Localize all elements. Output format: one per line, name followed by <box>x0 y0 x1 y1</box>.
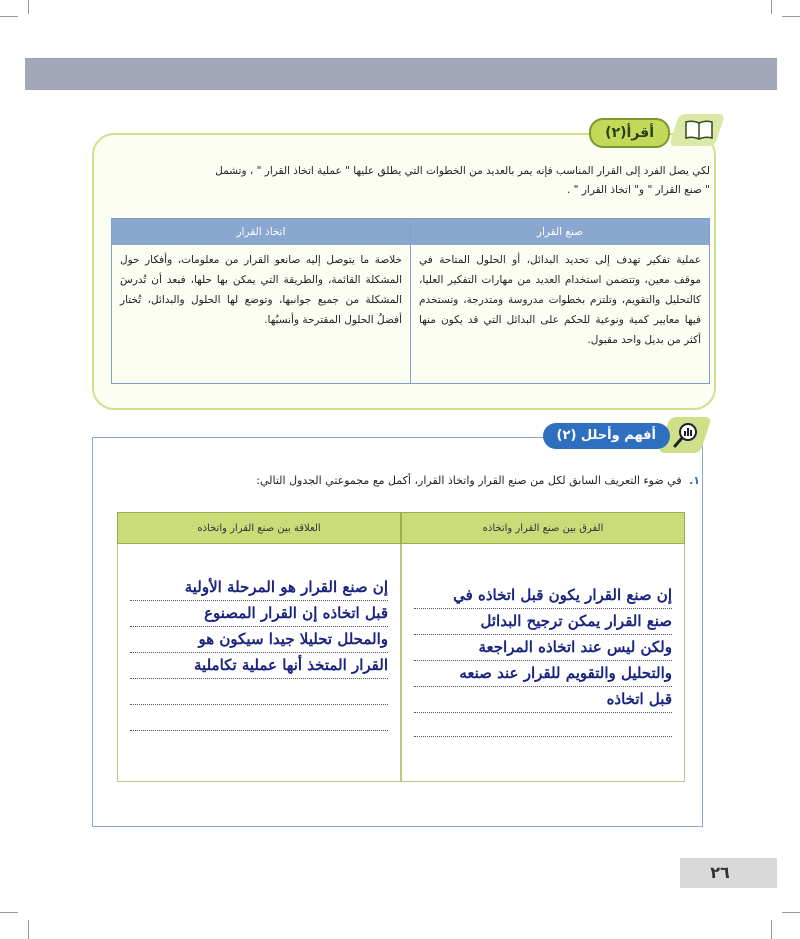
answer-line[interactable] <box>414 710 672 737</box>
analyze-section-header <box>510 417 710 457</box>
question-text: في ضوء التعريف السابق لكل من صنع القرار واتخاذ القرار، أكمل مع مجموعتي الجدول التالي: <box>256 474 682 487</box>
analyze-section-title: أفهم وأحلل (٢) <box>543 423 670 449</box>
answer-line[interactable] <box>130 704 388 731</box>
crop-mark <box>771 920 772 939</box>
crop-mark <box>0 16 18 17</box>
definition-table <box>111 218 710 384</box>
read-section-header <box>598 112 728 148</box>
header-decision-making: صنع القرار <box>411 219 709 245</box>
crop-mark <box>771 0 772 14</box>
header-decision-taking: اتخاذ القرار <box>112 219 410 245</box>
difference-column <box>401 544 685 782</box>
read-intro-text <box>110 162 710 200</box>
answer-line[interactable]: القرار المتخذ أنها عملية تكاملية <box>130 652 388 679</box>
question-number: ١. <box>689 474 700 487</box>
cell-decision-taking: خلاصة ما يتوصل إليه صانعو القرار من معلومات، وأفكار حول المشكلة القائمة، والطريقة التي يمكن بها حلها، فبعد أن تُدرسَ المشكلة من جميع جوانبها، وتوضع لها الحلول والبدائل، تُختار أفضلُ الحلول المقترحة وأنسبُها. <box>120 254 402 326</box>
answer-line[interactable] <box>130 678 388 705</box>
answer-line[interactable]: صنع القرار يمكن ترجيح البدائل <box>414 608 672 635</box>
page-number: ٢٦ <box>710 863 730 882</box>
answer-line[interactable]: قبل اتخاذه <box>414 686 672 713</box>
magnifier-chart-icon <box>672 421 700 449</box>
answer-line[interactable]: والتحليل والتقويم للقرار عند صنعه <box>414 660 672 687</box>
crop-mark <box>782 912 800 913</box>
comparison-table <box>117 512 685 782</box>
header-band <box>25 58 777 90</box>
crop-mark <box>28 0 29 14</box>
answer-line[interactable]: ولكن ليس عند اتخاذه المراجعة <box>414 634 672 661</box>
cell-decision-making: عملية تفكير تهدف إلى تحديد البدائل، أو الحلول المتاحة في موقف معين، وتتضمن استخدام العديد من مهارات التفكير العليا، كالتحليل والتقويم، وتلتزم بخطوات مدروسة ومتدرجة، وتستخدم فيها معايير كمية ونوعية للحكم على البدائل التي قد يكون منها أكثر من بديل واحد مقبول. <box>419 254 701 346</box>
answer-line[interactable]: قبل اتخاذه إن القرار المصنوع <box>130 600 388 627</box>
book-icon <box>684 119 714 141</box>
answer-line[interactable]: إن صنع القرار هو المرحلة الأولية <box>130 574 388 601</box>
crop-mark <box>782 16 800 17</box>
header-relationship: العلاقة بين صنع القرار واتخاذه <box>117 512 401 544</box>
intro-line-1: لكي يصل الفرد إلى القرار المناسب فإنه يمر بالعديد من الخطوات التي يطلق عليها " عملية اتخاذ القرار " ، وتشمل <box>215 165 710 177</box>
crop-mark <box>28 920 29 939</box>
read-section-title: أقرأ(٢) <box>589 118 670 148</box>
intro-line-2: " صنع القرار " و" اتخاذ القرار " . <box>566 184 710 196</box>
answer-line[interactable]: والمحلل تحليلا جيدا سيكون هو <box>130 626 388 653</box>
crop-mark <box>0 912 18 913</box>
answer-line[interactable]: إن صنع القرار يكون قبل اتخاذه في <box>414 582 672 609</box>
header-difference: الفرق بين صنع القرار واتخاذه <box>401 512 685 544</box>
relationship-column <box>117 544 401 782</box>
question-1 <box>256 474 700 487</box>
